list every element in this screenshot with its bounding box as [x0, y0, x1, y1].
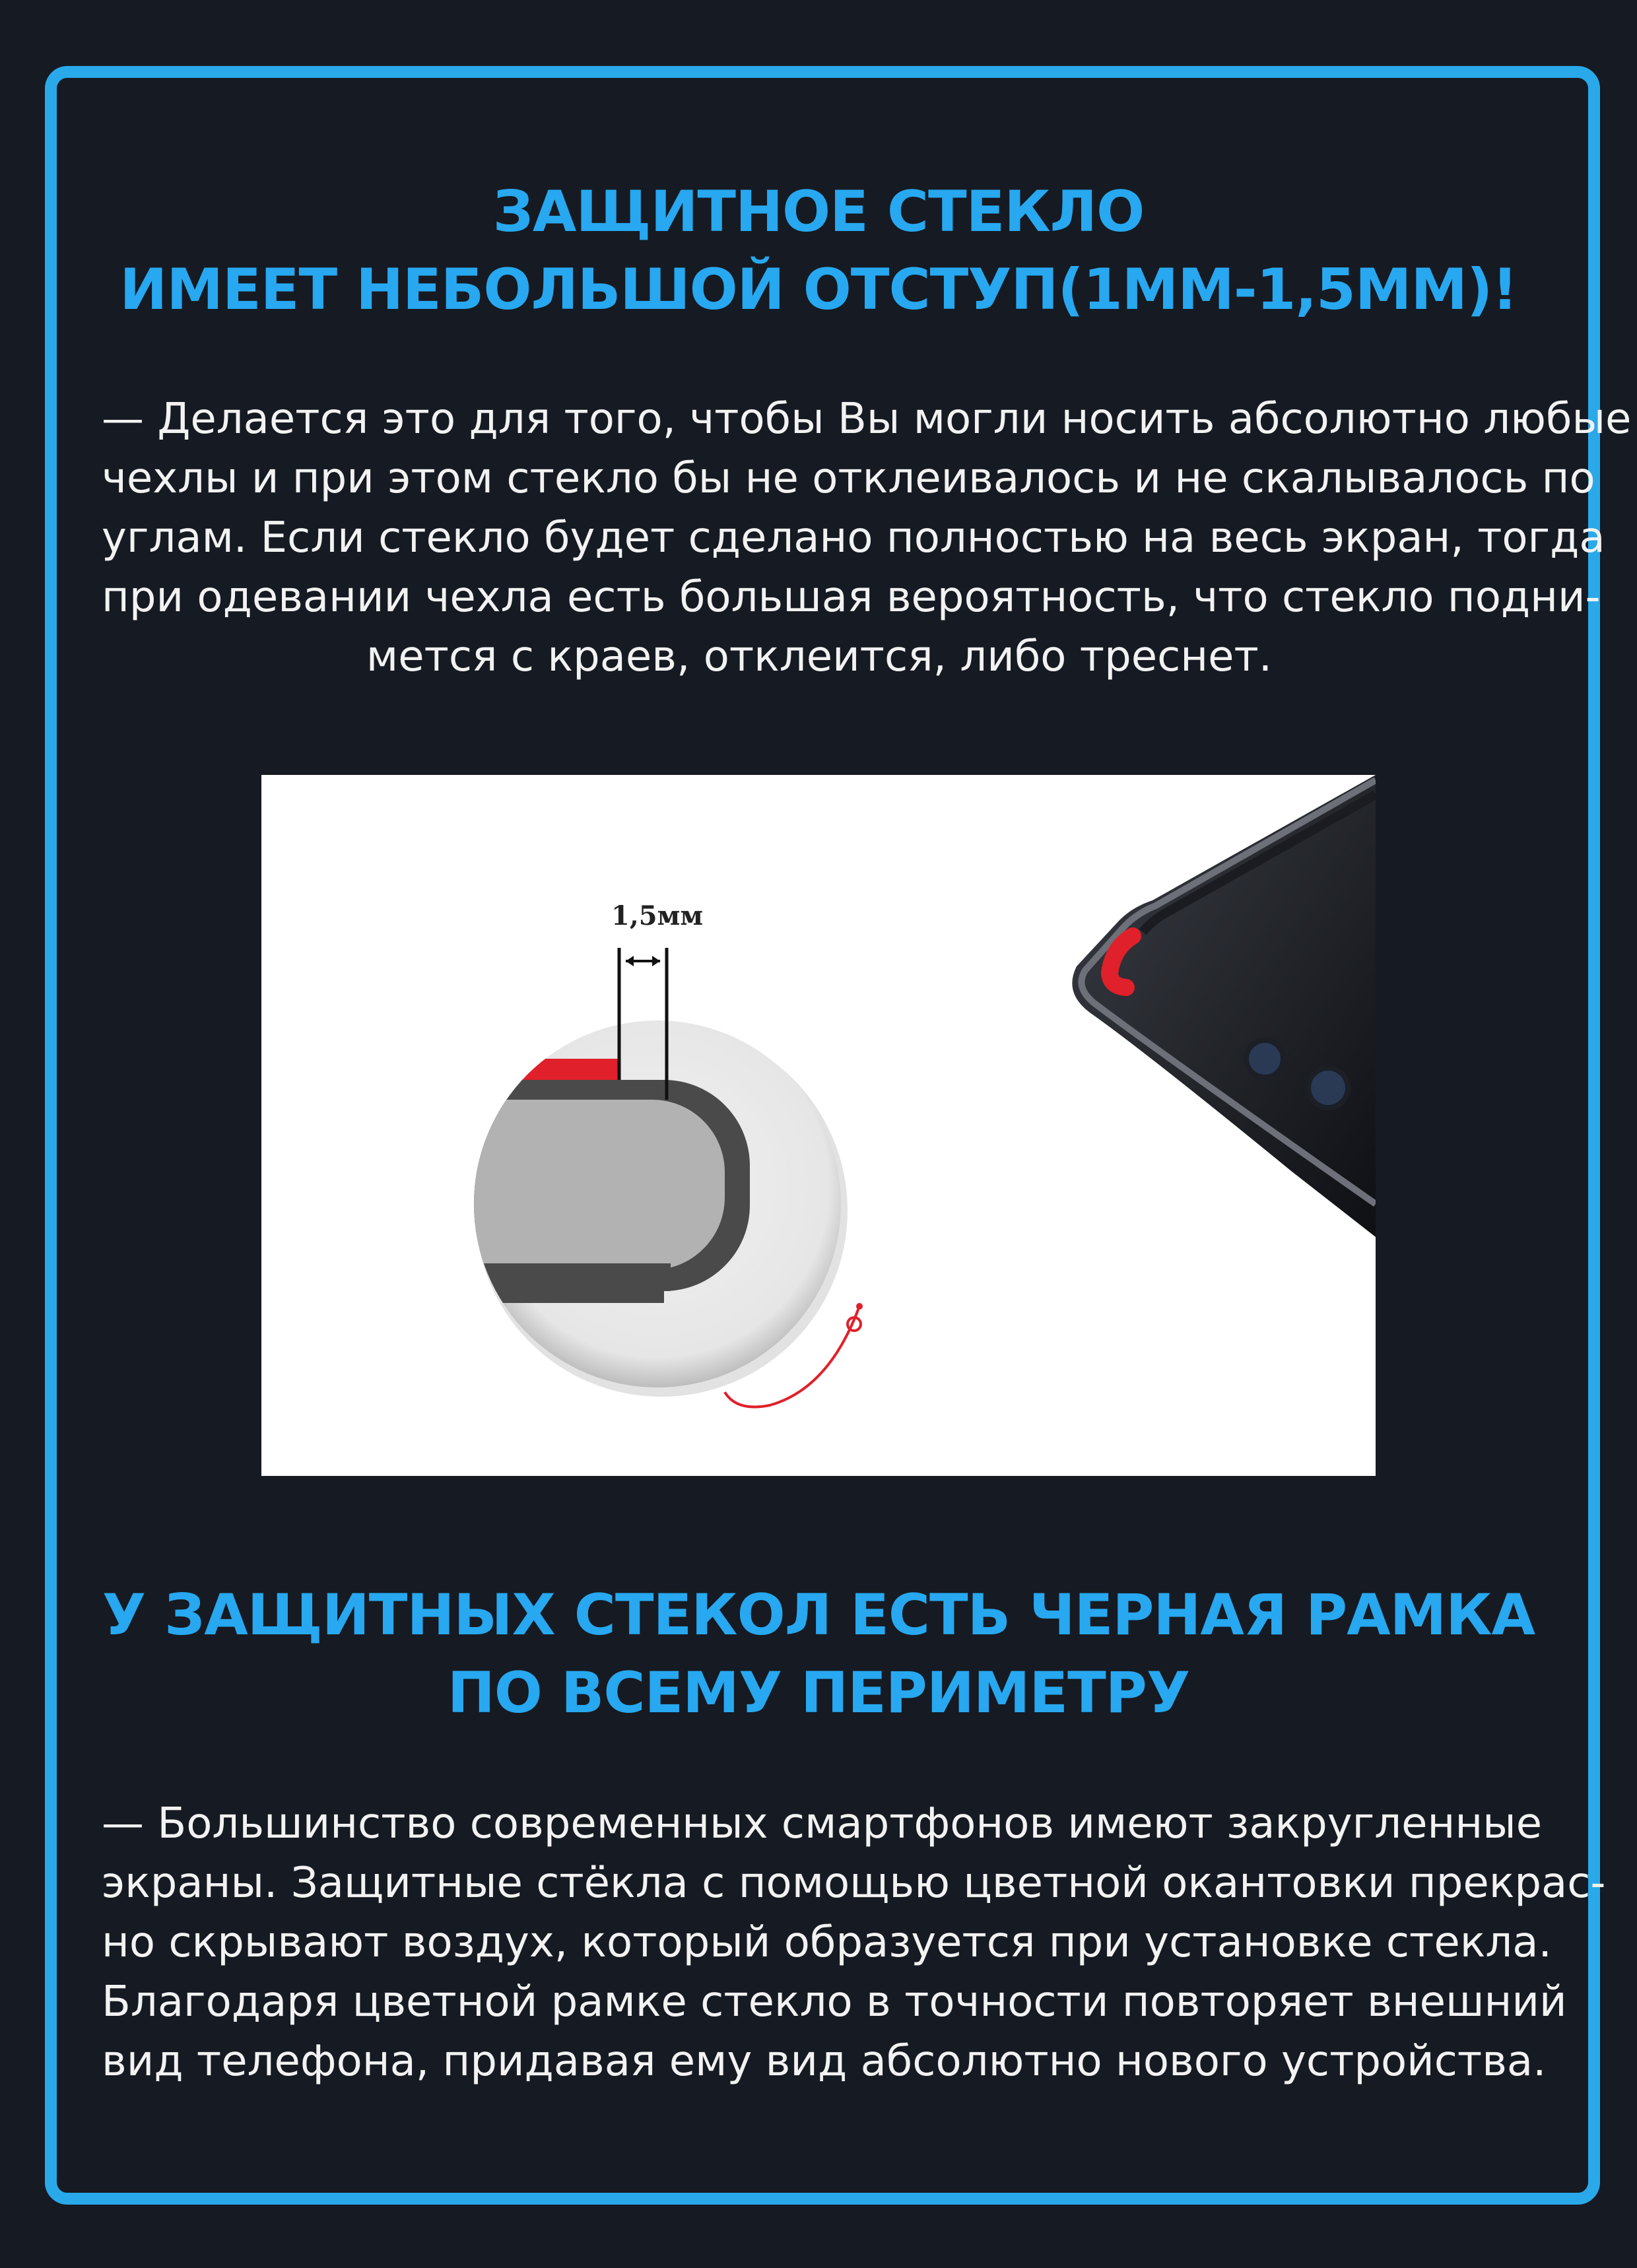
paragraph-line: чехлы и при этом стекло бы не отклеивалось и не скалывалось по — [102, 454, 1595, 503]
heading-glass-offset — [59, 173, 1578, 329]
heading-line: ЗАЩИТНОЕ СТЕКЛО — [492, 179, 1145, 245]
illustration-drawing — [261, 775, 1376, 1476]
pointer-dot — [856, 1303, 863, 1310]
paragraph-line: мется с краев, отклеится, либо треснет. — [366, 632, 1273, 681]
heading-line: ИМЕЕТ НЕБОЛЬШОЙ ОТСТУП(1ММ-1,5ММ)! — [119, 257, 1518, 323]
bottom-dark-layer — [446, 1263, 671, 1291]
camera-lens-icon — [1246, 1040, 1283, 1077]
paragraph-frame-explanation — [102, 1794, 1606, 2091]
heading-line: ПО ВСЕМУ ПЕРИМЕТРУ — [447, 1660, 1190, 1726]
paragraph-line: вид телефона, придавая ему вид абсолютно нового устройства. — [102, 2037, 1547, 2086]
glass-edge-illustration — [261, 775, 1376, 1476]
paragraph-line: — Большинство современных смартфонов имеют закругленные — [102, 1799, 1543, 1848]
paragraph-offset-explanation — [102, 389, 1632, 686]
red-glass-layer — [446, 1059, 618, 1081]
paragraph-line: Благодаря цветной рамке стекло в точности повторяет внешний — [102, 1978, 1567, 2026]
paragraph-line: при одевании чехла есть большая вероятность, что стекло подни- — [102, 573, 1601, 622]
phone-body-layer — [446, 1100, 725, 1270]
heading-line: У ЗАЩИТНЫХ СТЕКОЛ ЕСТЬ ЧЕРНАЯ РАМКА — [102, 1582, 1535, 1648]
measure-label: 1,5мм — [611, 900, 704, 931]
heading-black-frame — [59, 1576, 1578, 1732]
camera-lens-icon — [1308, 1068, 1348, 1108]
paragraph-line: экраны. Защитные стёкла с помощью цветной окантовки прекрас- — [102, 1859, 1606, 1908]
paragraph-line: — Делается это для того, чтобы Вы могли носить абсолютно любые — [102, 395, 1632, 444]
paragraph-line: углам. Если стекло будет сделано полностью на весь экран, тогда — [102, 514, 1605, 562]
phone-corner — [1072, 775, 1376, 1237]
paragraph-line: но скрывают воздух, который образуется при установке стекла. — [102, 1918, 1552, 1967]
